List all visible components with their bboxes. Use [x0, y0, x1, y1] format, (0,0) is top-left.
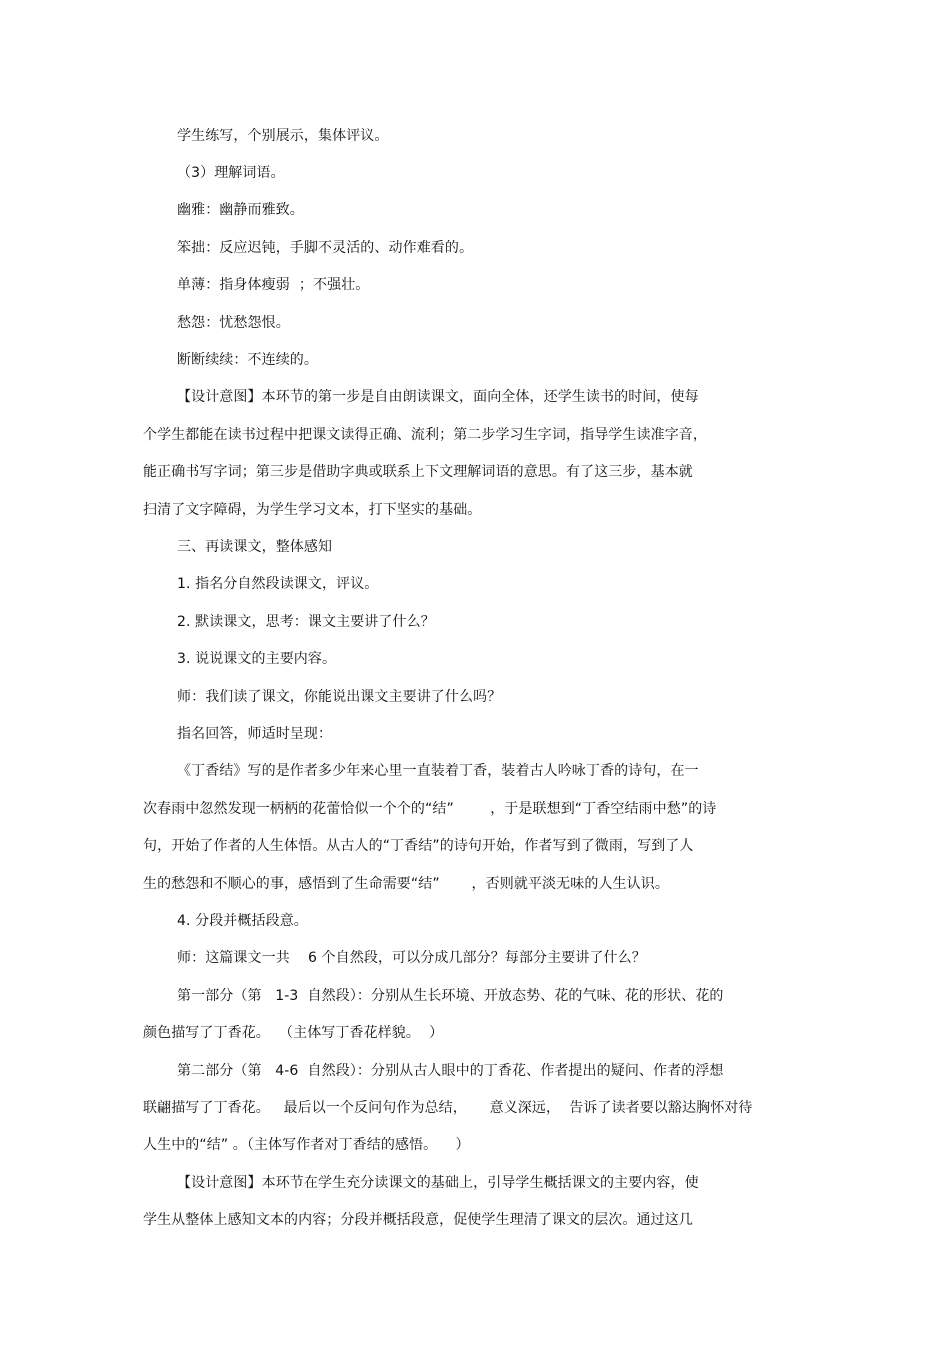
text-line: 句，开始了作者的人生体悟。从古人的“丁香结”的诗句开始，作者写到了微雨，写到了人 — [143, 838, 694, 854]
text-line: 师：我们读了课文，你能说出课文主要讲了什么吗？ — [177, 689, 502, 705]
text-line: 指名回答，师适时呈现： — [177, 726, 333, 742]
text-line: 颜色描写了丁香花。 （主体写丁香花样貌。 ） — [143, 1025, 444, 1041]
text-line: 断断续续：不连续的。 — [177, 352, 318, 368]
text-line: 人生中的“结” 。（主体写作者对丁香结的感悟。 ） — [143, 1137, 470, 1153]
text-line: 3. 说说课文的主要内容。 — [177, 651, 337, 667]
text-line: 【设计意图】本环节的第一步是自由朗读课文，面向全体，还学生读书的时间，使每 — [177, 389, 699, 405]
text-line: 第一部分（第 1-3 自然段）：分别从生长环境、开放态势、花的气味、花的形状、花的 — [177, 988, 724, 1004]
text-line: 第二部分（第 4-6 自然段）：分别从古人眼中的丁香花、作者提出的疑问、作者的浮想 — [177, 1063, 724, 1079]
text-line: 师：这篇课文一共 6 个自然段，可以分成几部分？每部分主要讲了什么？ — [177, 950, 646, 966]
text-line: 单薄：指身体瘦弱 ；不强壮。 — [177, 277, 370, 293]
text-line: 生的愁怨和不顺心的事，感悟到了生命需要“结” ，否则就平淡无味的人生认识。 — [143, 876, 669, 892]
text-line: 愁怨：忧愁怨恨。 — [177, 315, 290, 331]
text-line: 次春雨中忽然发现一柄柄的花蕾恰似一个个的“结” ，于是联想到“丁香空结雨中愁”的诗 — [143, 801, 717, 817]
text-line: 扫清了文字障碍，为学生学习文本，打下坚实的基础。 — [143, 502, 482, 518]
text-line: 【设计意图】本环节在学生充分读课文的基础上，引导学生概括课文的主要内容，使 — [177, 1175, 699, 1191]
text-line: 学生练写，个别展示，集体评议。 — [177, 128, 389, 144]
text-line: 1. 指名分自然段读课文，评议。 — [177, 576, 379, 592]
section-heading: 三、再读课文，整体感知 — [177, 539, 333, 555]
text-line: 学生从整体上感知文本的内容；分段并概括段意，促使学生理清了课文的层次。通过这几 — [143, 1212, 693, 1228]
text-line: 4. 分段并概括段意。 — [177, 913, 308, 929]
text-line: 《丁香结》写的是作者多少年来心里一直装着丁香，装着古人吟咏丁香的诗句，在一 — [177, 763, 699, 779]
text-line: 能正确书写字词；第三步是借助字典或联系上下文理解词语的意思。有了这三步，基本就 — [143, 464, 693, 480]
text-line: 2. 默读课文，思考：课文主要讲了什么？ — [177, 614, 435, 630]
text-line: 个学生都能在读书过程中把课文读得正确、流利；第二步学习生字词，指导学生读准字音， — [143, 427, 707, 443]
text-line: 联翩描写了丁香花。 最后以一个反问句作为总结， 意义深远， 告诉了读者要以豁达胸怀对待 — [143, 1100, 753, 1116]
text-line: 笨拙：反应迟钝，手脚不灵活的、动作难看的。 — [177, 240, 474, 256]
text-line: 幽雅：幽静而雅致。 — [177, 202, 304, 218]
text-line: （3）理解词语。 — [177, 165, 285, 181]
